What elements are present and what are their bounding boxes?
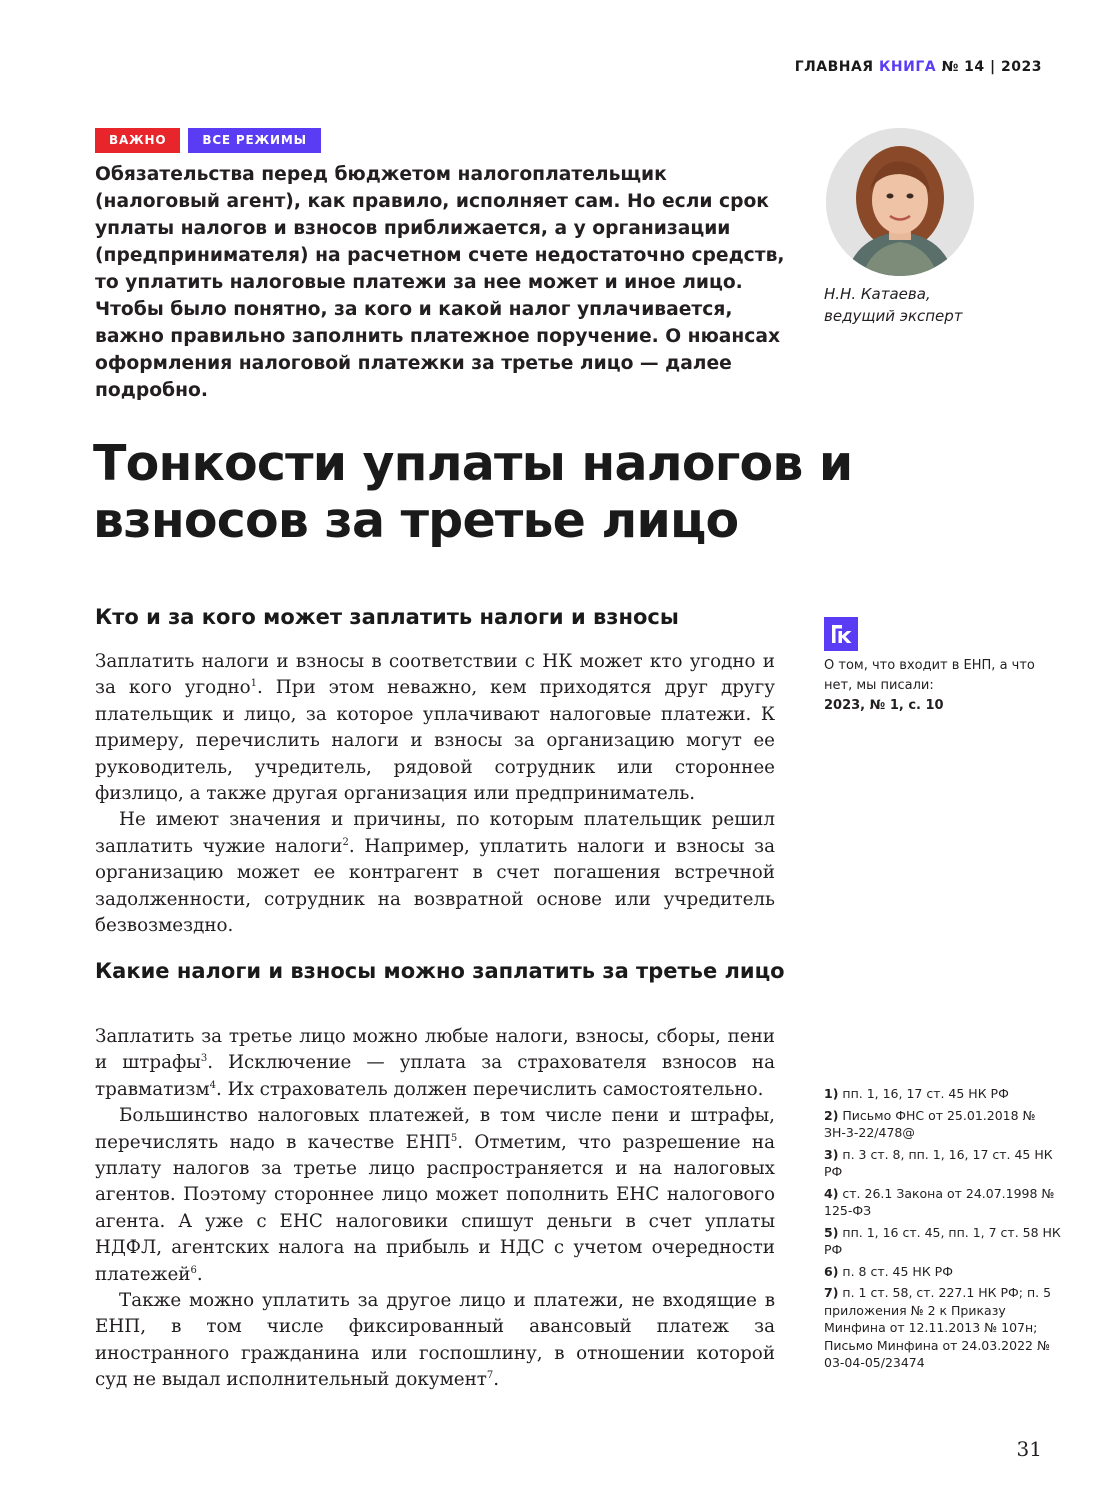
section-body-which-taxes bbox=[95, 1024, 775, 1394]
footnote-text: ст. 26.1 Закона от 24.07.1998 № 125-ФЗ bbox=[824, 1185, 1055, 1218]
footnote-item bbox=[824, 1263, 1064, 1281]
tag-important: ВАЖНО bbox=[95, 128, 180, 153]
paragraph-text: . Исключение — уплата за страхователя взносов на травматизм bbox=[95, 1052, 775, 1100]
footnote-text: пп. 1, 16 ст. 45, пп. 1, 7 ст. 58 НК РФ bbox=[824, 1224, 1061, 1257]
author-name: Н.Н. Катаева, bbox=[824, 285, 931, 303]
footnote-ref: 5 bbox=[450, 1132, 458, 1144]
footnote-text: п. 8 ст. 45 НК РФ bbox=[842, 1263, 953, 1279]
footnote-item bbox=[824, 1224, 1064, 1259]
gk-logo-icon bbox=[824, 617, 858, 651]
sidebar-reference bbox=[824, 656, 1054, 716]
footnote-item bbox=[824, 1107, 1064, 1142]
gk-logo-mark bbox=[824, 617, 858, 651]
paragraph bbox=[95, 1288, 775, 1394]
paragraph-text: Не имеют значения и причины, по которым плательщик решил заплатить чужие налоги bbox=[95, 809, 775, 857]
footnote-item bbox=[824, 1284, 1064, 1372]
section-heading-which-taxes: Какие налоги и взносы можно заплатить за третье лицо bbox=[95, 959, 785, 983]
author-caption bbox=[824, 283, 1044, 327]
page-number: 31 bbox=[1016, 1437, 1042, 1461]
footnote-ref: 2 bbox=[342, 836, 349, 848]
paragraph-text: Заплатить за третье лицо можно любые налоги, взносы, сборы, пени и штрафы bbox=[95, 1026, 775, 1074]
section-heading-who-pays: Кто и за кого может заплатить налоги и взносы bbox=[95, 605, 679, 629]
sidebar-reference-issue: 2023, № 1, с. 10 bbox=[824, 698, 944, 713]
tag-all-regimes: ВСЕ РЕЖИМЫ bbox=[188, 128, 320, 153]
paragraph-text: . При этом неважно, кем приходятся друг другу плательщик и лицо, за которое уплачивают налоговые платежи. К примеру, перечислить налоги и взносы за организацию могут ее руководитель, учредитель, рядовой сотрудник или стороннее физлицо, а также другая организация или предприниматель. bbox=[95, 677, 775, 805]
masthead-issue: № 14 | 2023 bbox=[936, 59, 1042, 75]
footnote-number: 1) bbox=[824, 1086, 839, 1101]
paragraph-text: . bbox=[493, 1369, 500, 1391]
section-body-who-pays bbox=[95, 649, 775, 939]
paragraph-text: Заплатить налоги и взносы в соответствии с НК может кто угодно и за кого угодно bbox=[95, 651, 775, 699]
footnote-number: 6) bbox=[824, 1263, 839, 1279]
footnote-item bbox=[824, 1085, 1064, 1103]
author-role: ведущий эксперт bbox=[824, 307, 963, 325]
paragraph-text: Также можно уплатить за другое лицо и платежи, не входящие в ЕНП, в том числе фиксированный авансовый платеж за иностранного гражданина или госпошлину, в отношении которой суд не выдал исполнительный документ bbox=[95, 1290, 775, 1391]
author-portrait-image bbox=[826, 128, 974, 276]
footnote-number: 4) bbox=[824, 1185, 839, 1201]
footnote-number: 2) bbox=[824, 1107, 839, 1123]
paragraph-text: Большинство налоговых платежей, в том числе пени и штрафы, перечислять надо в качестве ЕНП bbox=[95, 1105, 775, 1153]
paragraph-text: . Например, уплатить налоги и взносы за организацию может ее контрагент в счет погашения встречной задолженности, сотрудник на возвратной основе или учредитель безвозмездно. bbox=[95, 835, 775, 937]
footnote-ref: 6 bbox=[190, 1264, 197, 1276]
footnote-ref: 1 bbox=[250, 678, 258, 690]
footnote-ref: 3 bbox=[200, 1053, 208, 1065]
footnote-number: 5) bbox=[824, 1224, 839, 1240]
footnote-text: п. 3 ст. 8, пп. 1, 16, 17 ст. 45 НК РФ bbox=[824, 1146, 1053, 1179]
magazine-masthead bbox=[795, 59, 1042, 75]
footnote-number: 7) bbox=[824, 1285, 839, 1300]
footnote-number: 3) bbox=[824, 1146, 839, 1162]
footnote-item bbox=[824, 1146, 1064, 1181]
footnote-item bbox=[824, 1185, 1064, 1220]
article-tags bbox=[95, 128, 321, 153]
paragraph bbox=[95, 649, 775, 807]
masthead-title: ГЛАВНАЯ bbox=[794, 59, 879, 75]
author-photo bbox=[826, 128, 974, 276]
footnotes-list bbox=[824, 1085, 1064, 1376]
footnote-text: Письмо ФНС от 25.01.2018 № ЗН-3-22/478@ bbox=[824, 1107, 1036, 1140]
paragraph-text: . bbox=[196, 1263, 203, 1285]
paragraph bbox=[95, 1024, 775, 1103]
footnote-ref: 7 bbox=[486, 1370, 494, 1382]
sidebar-reference-text: О том, что входит в ЕНП, а что нет, мы писали: bbox=[824, 658, 1035, 693]
paragraph bbox=[95, 1103, 775, 1288]
paragraph-text: . Их страхователь должен перечислить самостоятельно. bbox=[216, 1078, 764, 1100]
article-lead: Обязательства перед бюджетом налогоплательщик (налоговый агент), как правило, исполняет сам. Но если срок уплаты налогов и взносов приближается, а у организации (предпринимателя) на расчетном счете недостаточно средств, то уплатить налоговые платежи за нее может и иное лицо. Чтобы было понятно, за кого и какой налог уплачивается, важно правильно заполнить платежное поручение. О нюансах оформления налоговой платежки за третье лицо — далее подробно. bbox=[95, 164, 785, 401]
footnote-text: п. 1 ст. 58, ст. 227.1 НК РФ; п. 5 приложения № 2 к Приказу Минфина от 12.11.2013 № 107н; Письмо Минфина от 24.03.2022 № 03-04-05/23474 bbox=[824, 1285, 1052, 1370]
masthead-title-accent: КНИГА bbox=[878, 59, 937, 75]
paragraph bbox=[95, 807, 775, 939]
paragraph-text: . Отметим, что разрешение на уплату налогов за третье лицо распространяется и на налоговых агентов. Поэтому стороннее лицо может пополнить ЕНС налогового агента. А уже с ЕНС налоговики спишут деньги в счет уплаты НДФЛ, агентских налога на прибыль и НДС с учетом очередности платежей bbox=[95, 1131, 775, 1285]
article-title: Тонкости уплаты налогов и взносов за третье лицо bbox=[93, 435, 853, 549]
footnote-ref: 4 bbox=[209, 1079, 216, 1091]
footnote-text: пп. 1, 16, 17 ст. 45 НК РФ bbox=[842, 1086, 1009, 1101]
